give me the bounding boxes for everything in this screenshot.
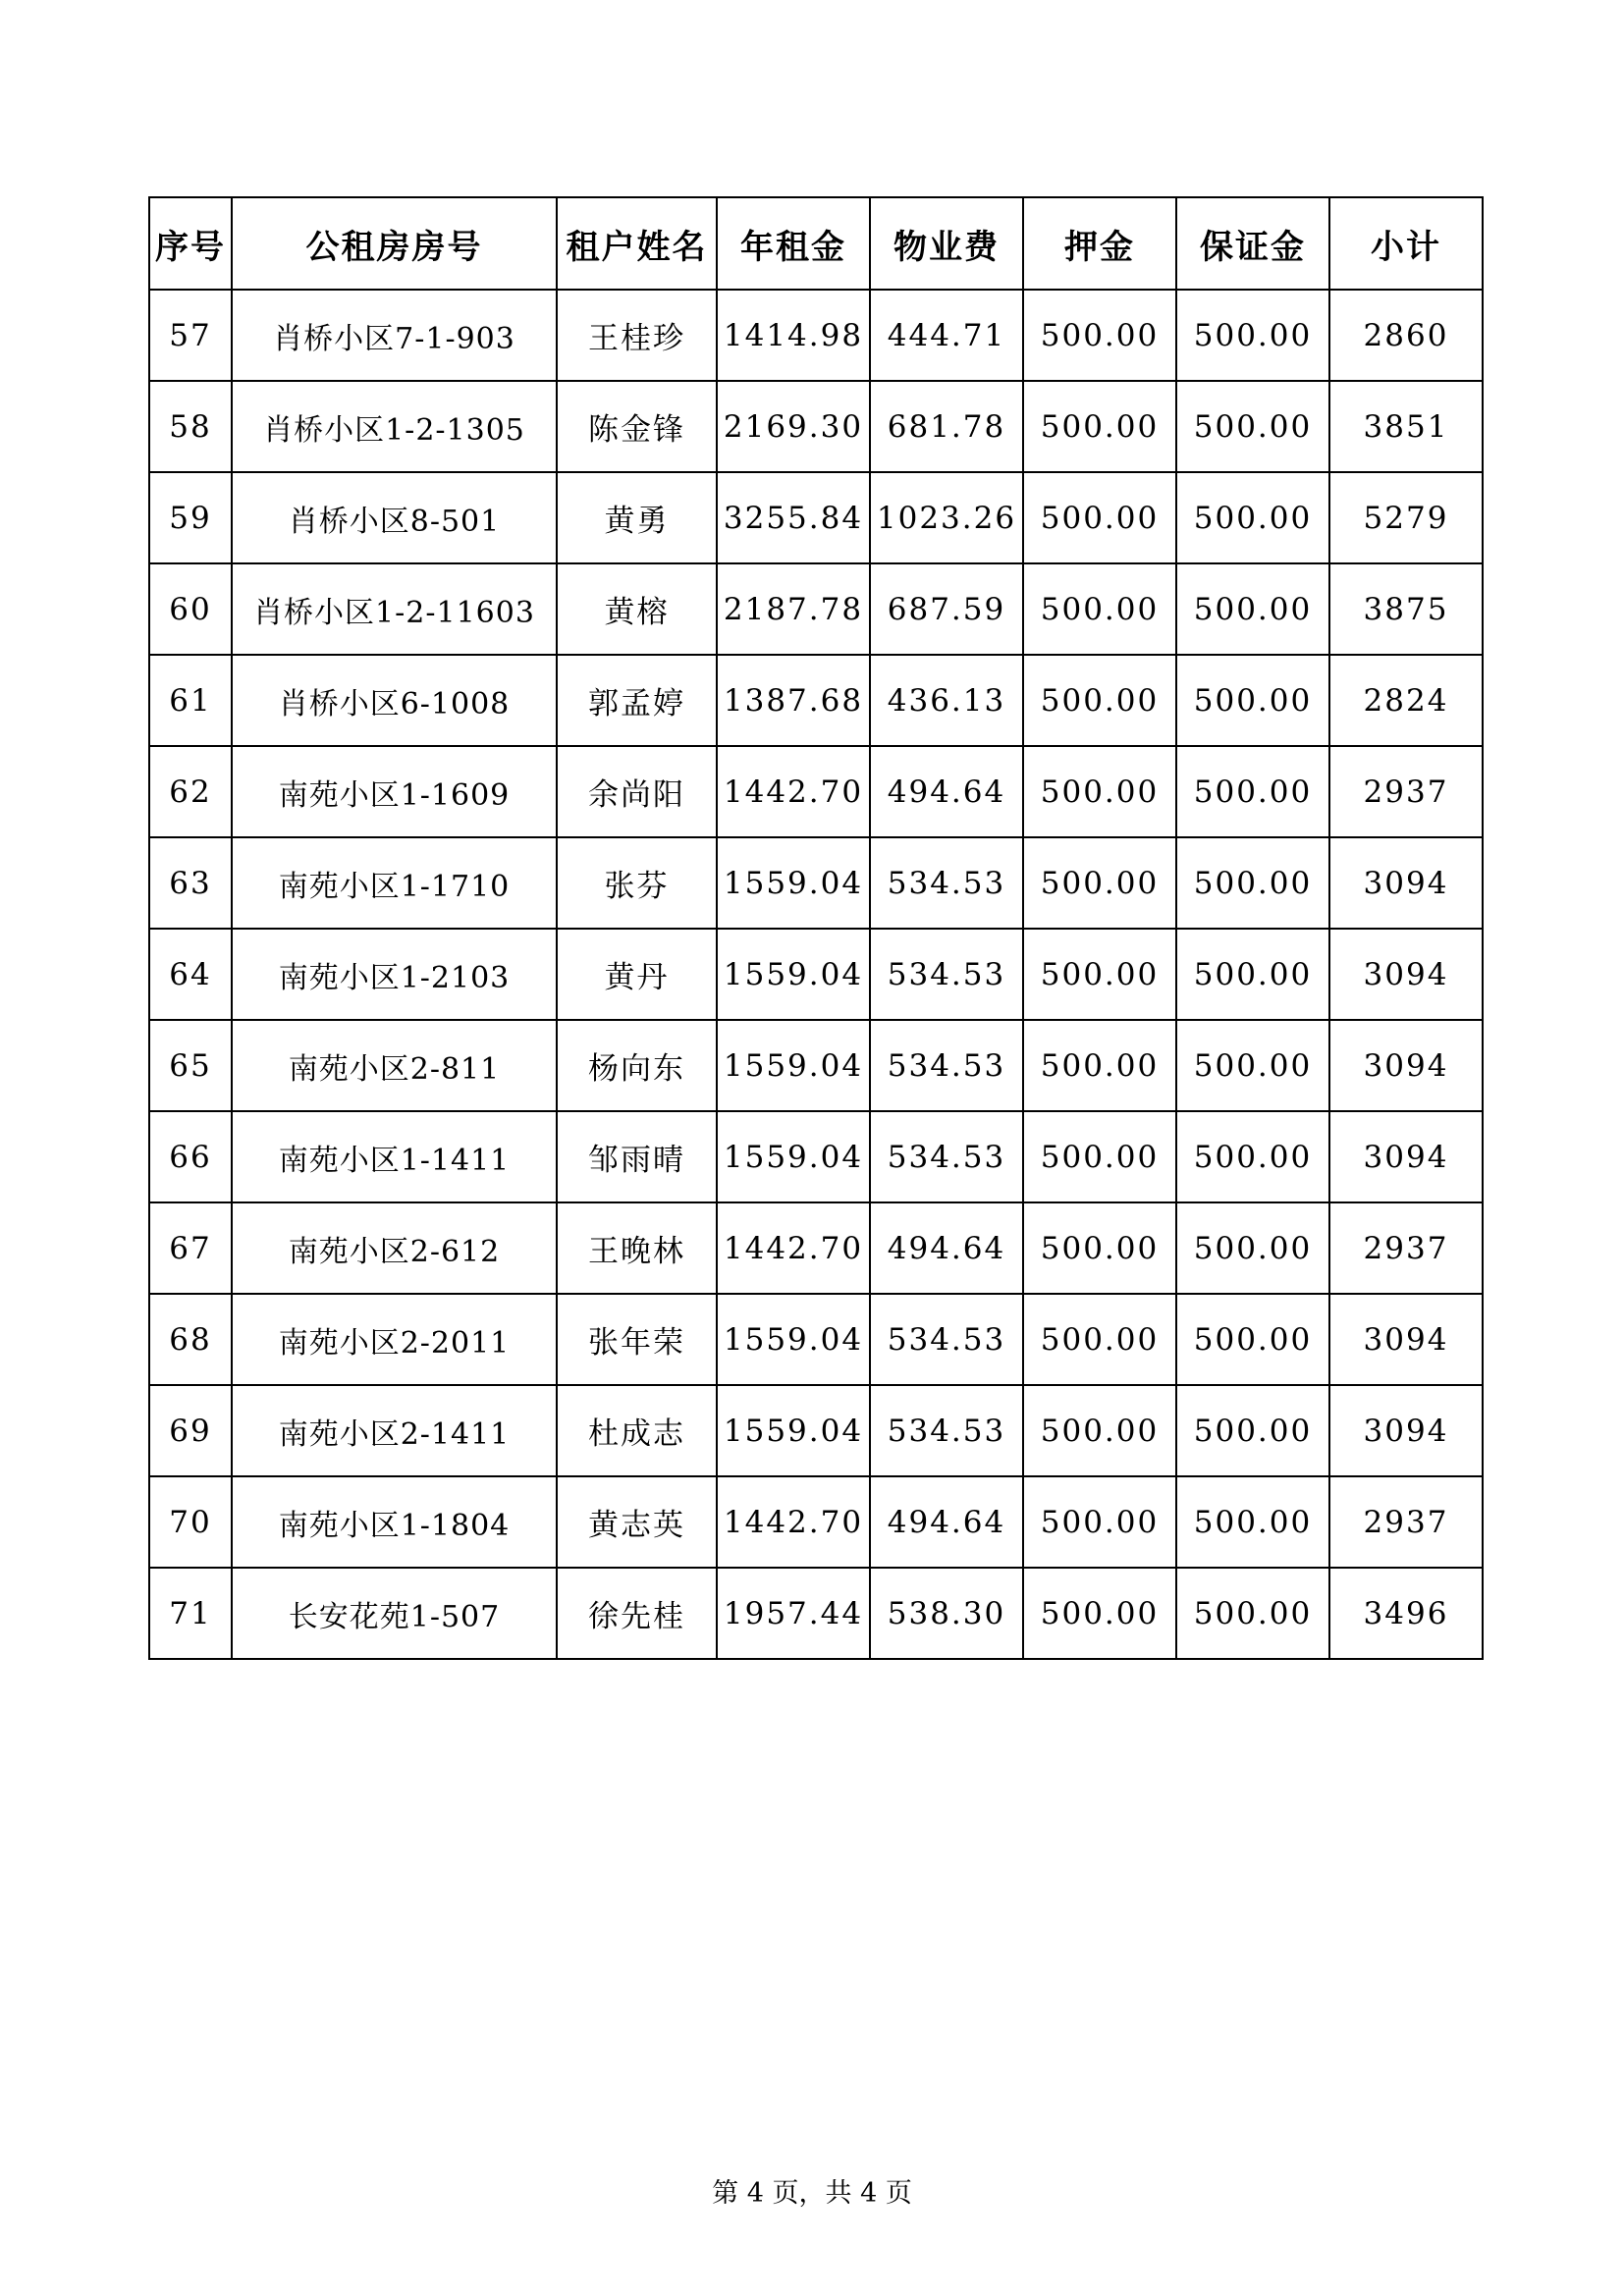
- cell-index: 67: [149, 1202, 232, 1294]
- col-header-tenant-name: 租户姓名: [557, 197, 717, 290]
- col-header-room-number: 公租房房号: [232, 197, 557, 290]
- cell-property-fee: 681.78: [870, 381, 1023, 472]
- cell-subtotal: 5279: [1329, 472, 1483, 563]
- cell-room-number: 南苑小区1-1710: [232, 837, 557, 929]
- cell-guarantee: 500.00: [1176, 1111, 1329, 1202]
- table-row: [149, 1568, 1483, 1659]
- cell-tenant-name: 王晚林: [557, 1202, 717, 1294]
- cell-room-number: 南苑小区1-1804: [232, 1476, 557, 1568]
- cell-index: 70: [149, 1476, 232, 1568]
- cell-annual-rent: 1559.04: [717, 1020, 870, 1111]
- cell-room-number: 肖桥小区7-1-903: [232, 290, 557, 381]
- cell-tenant-name: 陈金锋: [557, 381, 717, 472]
- page-footer: 第 4 页，共 4 页: [712, 2178, 912, 2209]
- table-row: [149, 746, 1483, 837]
- cell-room-number: 长安花苑1-507: [232, 1568, 557, 1659]
- cell-room-number: 南苑小区2-1411: [232, 1385, 557, 1476]
- cell-index: 68: [149, 1294, 232, 1385]
- cell-room-number: 南苑小区1-1411: [232, 1111, 557, 1202]
- cell-guarantee: 500.00: [1176, 655, 1329, 746]
- cell-deposit: 500.00: [1023, 1476, 1176, 1568]
- cell-room-number: 肖桥小区6-1008: [232, 655, 557, 746]
- table-row: [149, 655, 1483, 746]
- cell-deposit: 500.00: [1023, 1020, 1176, 1111]
- cell-index: 64: [149, 929, 232, 1020]
- cell-subtotal: 3094: [1329, 1385, 1483, 1476]
- cell-subtotal: 2937: [1329, 1202, 1483, 1294]
- cell-subtotal: 3094: [1329, 1294, 1483, 1385]
- cell-subtotal: 3851: [1329, 381, 1483, 472]
- cell-room-number: 南苑小区2-811: [232, 1020, 557, 1111]
- table-row: [149, 1111, 1483, 1202]
- cell-deposit: 500.00: [1023, 746, 1176, 837]
- header-row: [149, 197, 1483, 290]
- cell-property-fee: 1023.26: [870, 472, 1023, 563]
- cell-guarantee: 500.00: [1176, 1020, 1329, 1111]
- cell-tenant-name: 张芬: [557, 837, 717, 929]
- cell-deposit: 500.00: [1023, 381, 1176, 472]
- cell-property-fee: 534.53: [870, 1385, 1023, 1476]
- cell-property-fee: 494.64: [870, 746, 1023, 837]
- table-row: [149, 381, 1483, 472]
- cell-room-number: 南苑小区1-2103: [232, 929, 557, 1020]
- col-header-property-fee: 物业费: [870, 197, 1023, 290]
- table-row: [149, 563, 1483, 655]
- cell-room-number: 南苑小区2-612: [232, 1202, 557, 1294]
- cell-index: 57: [149, 290, 232, 381]
- cell-index: 71: [149, 1568, 232, 1659]
- cell-annual-rent: 1559.04: [717, 929, 870, 1020]
- cell-index: 62: [149, 746, 232, 837]
- cell-index: 69: [149, 1385, 232, 1476]
- col-header-index: 序号: [149, 197, 232, 290]
- cell-room-number: 肖桥小区1-2-1305: [232, 381, 557, 472]
- cell-annual-rent: 1957.44: [717, 1568, 870, 1659]
- cell-room-number: 南苑小区1-1609: [232, 746, 557, 837]
- cell-annual-rent: 1559.04: [717, 837, 870, 929]
- cell-annual-rent: 1442.70: [717, 1476, 870, 1568]
- cell-guarantee: 500.00: [1176, 837, 1329, 929]
- cell-tenant-name: 杜成志: [557, 1385, 717, 1476]
- table-row: [149, 290, 1483, 381]
- cell-annual-rent: 3255.84: [717, 472, 870, 563]
- cell-guarantee: 500.00: [1176, 1568, 1329, 1659]
- cell-tenant-name: 余尚阳: [557, 746, 717, 837]
- cell-deposit: 500.00: [1023, 655, 1176, 746]
- col-header-subtotal: 小计: [1329, 197, 1483, 290]
- cell-annual-rent: 2169.30: [717, 381, 870, 472]
- rent-table: [148, 196, 1484, 1660]
- cell-annual-rent: 1559.04: [717, 1294, 870, 1385]
- cell-annual-rent: 1559.04: [717, 1385, 870, 1476]
- cell-tenant-name: 黄榕: [557, 563, 717, 655]
- cell-subtotal: 2937: [1329, 746, 1483, 837]
- cell-annual-rent: 2187.78: [717, 563, 870, 655]
- cell-tenant-name: 王桂珍: [557, 290, 717, 381]
- cell-guarantee: 500.00: [1176, 1476, 1329, 1568]
- cell-annual-rent: 1442.70: [717, 746, 870, 837]
- cell-property-fee: 494.64: [870, 1476, 1023, 1568]
- cell-guarantee: 500.00: [1176, 381, 1329, 472]
- cell-subtotal: 3094: [1329, 929, 1483, 1020]
- cell-subtotal: 3094: [1329, 837, 1483, 929]
- cell-property-fee: 494.64: [870, 1202, 1023, 1294]
- cell-guarantee: 500.00: [1176, 563, 1329, 655]
- cell-guarantee: 500.00: [1176, 746, 1329, 837]
- cell-guarantee: 500.00: [1176, 1202, 1329, 1294]
- cell-tenant-name: 徐先桂: [557, 1568, 717, 1659]
- cell-annual-rent: 1442.70: [717, 1202, 870, 1294]
- cell-deposit: 500.00: [1023, 563, 1176, 655]
- table-row: [149, 1294, 1483, 1385]
- cell-deposit: 500.00: [1023, 290, 1176, 381]
- table-row: [149, 1385, 1483, 1476]
- cell-subtotal: 3094: [1329, 1111, 1483, 1202]
- cell-deposit: 500.00: [1023, 1202, 1176, 1294]
- cell-tenant-name: 郭孟婷: [557, 655, 717, 746]
- cell-deposit: 500.00: [1023, 1111, 1176, 1202]
- cell-tenant-name: 杨向东: [557, 1020, 717, 1111]
- col-header-deposit: 押金: [1023, 197, 1176, 290]
- col-header-guarantee: 保证金: [1176, 197, 1329, 290]
- cell-property-fee: 538.30: [870, 1568, 1023, 1659]
- table-row: [149, 1020, 1483, 1111]
- cell-subtotal: 2824: [1329, 655, 1483, 746]
- table-row: [149, 1476, 1483, 1568]
- cell-deposit: 500.00: [1023, 1294, 1176, 1385]
- table-body: [149, 290, 1483, 1659]
- cell-subtotal: 3496: [1329, 1568, 1483, 1659]
- cell-annual-rent: 1414.98: [717, 290, 870, 381]
- cell-property-fee: 534.53: [870, 837, 1023, 929]
- cell-tenant-name: 张年荣: [557, 1294, 717, 1385]
- cell-index: 60: [149, 563, 232, 655]
- cell-index: 58: [149, 381, 232, 472]
- cell-guarantee: 500.00: [1176, 1294, 1329, 1385]
- cell-tenant-name: 黄丹: [557, 929, 717, 1020]
- cell-index: 65: [149, 1020, 232, 1111]
- table-row: [149, 1202, 1483, 1294]
- cell-deposit: 500.00: [1023, 837, 1176, 929]
- cell-guarantee: 500.00: [1176, 472, 1329, 563]
- cell-property-fee: 534.53: [870, 1294, 1023, 1385]
- cell-annual-rent: 1559.04: [717, 1111, 870, 1202]
- cell-index: 61: [149, 655, 232, 746]
- cell-subtotal: 3094: [1329, 1020, 1483, 1111]
- cell-tenant-name: 黄勇: [557, 472, 717, 563]
- table-row: [149, 929, 1483, 1020]
- cell-tenant-name: 邹雨晴: [557, 1111, 717, 1202]
- cell-room-number: 肖桥小区1-2-11603: [232, 563, 557, 655]
- col-header-annual-rent: 年租金: [717, 197, 870, 290]
- cell-subtotal: 2860: [1329, 290, 1483, 381]
- cell-room-number: 肖桥小区8-501: [232, 472, 557, 563]
- cell-subtotal: 3875: [1329, 563, 1483, 655]
- cell-deposit: 500.00: [1023, 472, 1176, 563]
- cell-guarantee: 500.00: [1176, 290, 1329, 381]
- cell-index: 59: [149, 472, 232, 563]
- cell-tenant-name: 黄志英: [557, 1476, 717, 1568]
- cell-annual-rent: 1387.68: [717, 655, 870, 746]
- cell-deposit: 500.00: [1023, 929, 1176, 1020]
- cell-guarantee: 500.00: [1176, 1385, 1329, 1476]
- cell-room-number: 南苑小区2-2011: [232, 1294, 557, 1385]
- cell-deposit: 500.00: [1023, 1385, 1176, 1476]
- cell-subtotal: 2937: [1329, 1476, 1483, 1568]
- cell-property-fee: 687.59: [870, 563, 1023, 655]
- cell-index: 63: [149, 837, 232, 929]
- cell-guarantee: 500.00: [1176, 929, 1329, 1020]
- cell-property-fee: 436.13: [870, 655, 1023, 746]
- cell-index: 66: [149, 1111, 232, 1202]
- cell-property-fee: 444.71: [870, 290, 1023, 381]
- cell-property-fee: 534.53: [870, 1020, 1023, 1111]
- table-row: [149, 472, 1483, 563]
- cell-property-fee: 534.53: [870, 1111, 1023, 1202]
- cell-deposit: 500.00: [1023, 1568, 1176, 1659]
- cell-property-fee: 534.53: [870, 929, 1023, 1020]
- table-row: [149, 837, 1483, 929]
